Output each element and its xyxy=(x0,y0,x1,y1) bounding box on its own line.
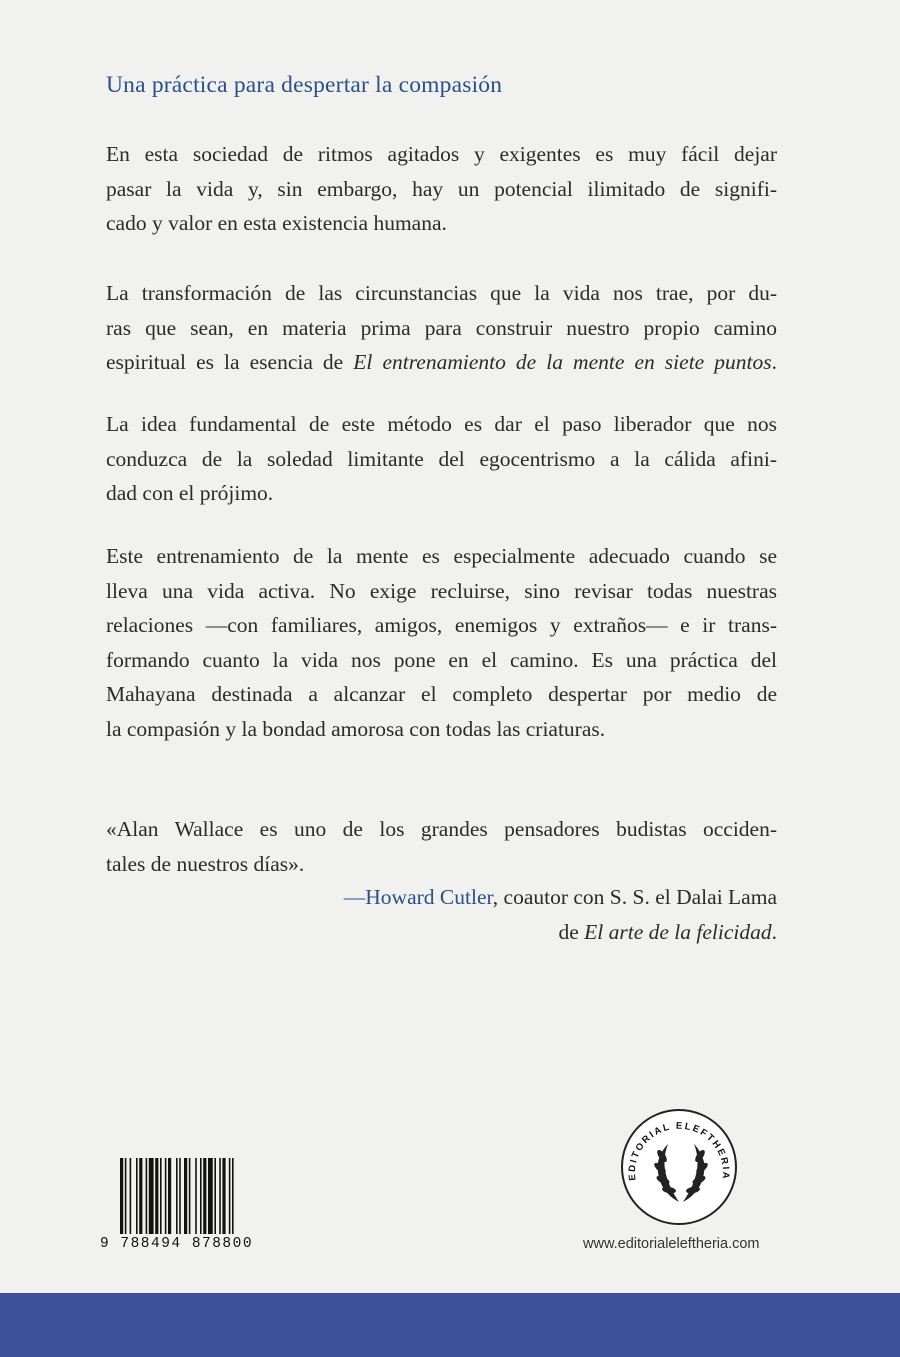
text-line: tales de nuestros días». xyxy=(106,851,305,876)
text-line: conduzca de la soledad limitante del egocentrismo a la cálida afini- xyxy=(106,446,777,471)
blurb-quote xyxy=(106,812,777,881)
attribution-line xyxy=(344,880,777,915)
text-segment: . xyxy=(771,350,777,374)
paragraph-4 xyxy=(106,539,777,746)
logo-text: EDITORIAL ELEFTHERIA xyxy=(626,1120,732,1182)
heading: Una práctica para despertar la compasión xyxy=(106,72,503,98)
barcode-digits: 9 788494 878800 xyxy=(100,1236,254,1252)
quote-attribution xyxy=(344,880,777,949)
barcode-bar xyxy=(149,1158,154,1234)
barcode-bar xyxy=(195,1158,197,1234)
barcode-bar xyxy=(214,1158,216,1234)
book-prefix: de xyxy=(558,919,585,944)
book-title: El arte de la felicidad xyxy=(584,919,772,944)
author-dash: — xyxy=(343,885,366,909)
barcode-bar xyxy=(130,1158,132,1234)
text-line xyxy=(106,345,777,380)
text-line: La transformación de las circunstancias que la vida nos trae, por du- xyxy=(106,281,777,305)
attribution-line xyxy=(344,915,777,950)
barcode-bar xyxy=(200,1158,202,1234)
text-line: relaciones —con familiares, amigos, enemigos y extraños— e ir trans- xyxy=(106,613,777,637)
barcode-bar xyxy=(120,1158,123,1234)
book-title-italic: El entrenamiento de la mente en siete puntos xyxy=(353,350,772,374)
publisher-logo xyxy=(620,1108,738,1226)
text-line: En esta sociedad de ritmos agitados y exigentes es muy fácil dejar xyxy=(106,142,777,166)
text-line: Este entrenamiento de la mente es especialmente adecuado cuando se xyxy=(106,544,777,568)
text-line: formando cuanto la vida nos pone en el camino. Es una práctica del xyxy=(106,647,777,672)
barcode-bar xyxy=(176,1158,178,1234)
paragraph-3 xyxy=(106,407,777,511)
barcode-bar xyxy=(168,1158,171,1234)
barcode-bar xyxy=(125,1158,127,1234)
text-line: dad con el prójimo. xyxy=(106,481,274,505)
barcode-bar xyxy=(208,1158,213,1234)
barcode-bar xyxy=(146,1158,148,1234)
text-line: ras que sean, en materia prima para construir nuestro propio camino xyxy=(106,315,777,340)
barcode-bar xyxy=(139,1158,142,1234)
publisher-website: www.editorialeleftheria.com xyxy=(583,1236,760,1252)
text-line: lleva una vida activa. No exige recluirse, sino revisar todas nuestras xyxy=(106,578,777,603)
text-line: cado y valor en esta existencia humana. xyxy=(106,211,447,235)
author-name: Howard Cutler xyxy=(365,885,493,909)
text-line: pasar la vida y, sin embargo, hay un potencial ilimitado de signifi- xyxy=(106,176,777,201)
text-segment: espiritual es la esencia de xyxy=(106,350,354,374)
text-line: La idea fundamental de este método es dar el paso liberador que nos xyxy=(106,412,777,436)
barcode-bar xyxy=(189,1158,191,1234)
barcode-bar xyxy=(179,1158,181,1234)
text-line: Mahayana destinada a alcanzar el completo despertar por medio de xyxy=(106,682,777,706)
barcode-bar xyxy=(184,1158,187,1234)
paragraph-1 xyxy=(106,137,777,241)
book-suffix: . xyxy=(771,919,777,944)
paragraph-2 xyxy=(106,276,777,380)
barcode-bar xyxy=(165,1158,167,1234)
barcode-bar xyxy=(155,1158,158,1234)
barcode-bar xyxy=(203,1158,206,1234)
barcode-bar xyxy=(136,1158,138,1234)
barcode-bar xyxy=(222,1158,225,1234)
barcode-bar xyxy=(232,1158,234,1234)
barcode-bar xyxy=(219,1158,221,1234)
text-line: la compasión y la bondad amorosa con todas las criaturas. xyxy=(106,716,606,741)
barcode-bar xyxy=(229,1158,231,1234)
bottom-color-band xyxy=(0,1293,900,1357)
barcode-bar xyxy=(160,1158,162,1234)
text-line: «Alan Wallace es uno de los grandes pensadores budistas occiden- xyxy=(106,817,777,841)
author-role: , coautor con S. S. el Dalai Lama xyxy=(492,885,777,909)
